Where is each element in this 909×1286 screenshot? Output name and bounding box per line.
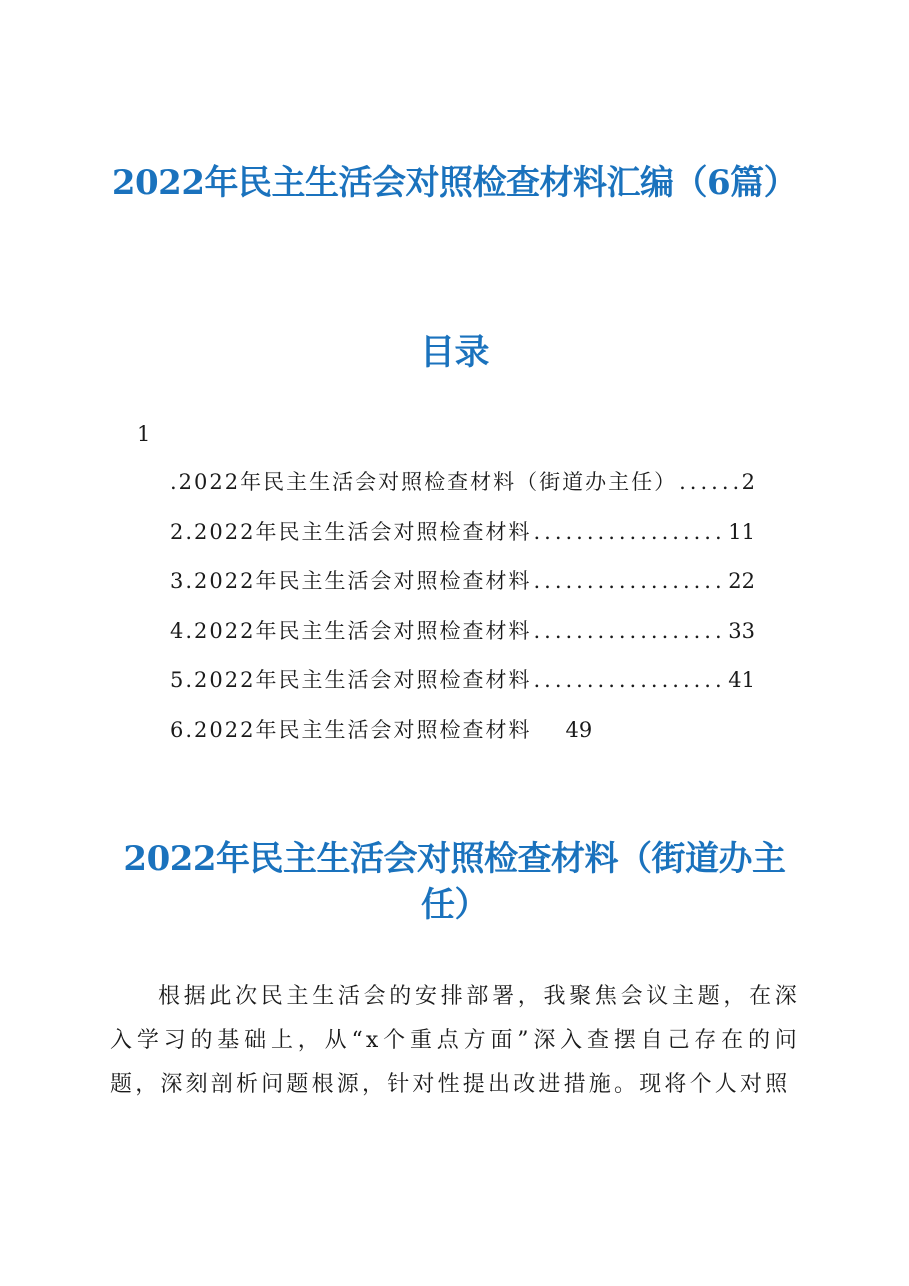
toc-entry-4[interactable] bbox=[170, 615, 755, 665]
toc-leader-dots bbox=[533, 619, 726, 643]
toc-heading: 目录 bbox=[419, 332, 489, 373]
toc-entry-6[interactable] bbox=[170, 714, 755, 764]
toc-entry-1[interactable] bbox=[170, 466, 755, 516]
toc-entry-3[interactable] bbox=[170, 565, 755, 615]
toc-leader-dots bbox=[533, 668, 726, 692]
table-of-contents bbox=[170, 466, 755, 764]
toc-entry-label: 4.2022年民主生活会对照检查材料 bbox=[170, 618, 532, 643]
toc-entry-2[interactable] bbox=[170, 516, 755, 566]
toc-entry-page: 2 bbox=[741, 470, 755, 494]
toc-leader-dots bbox=[679, 470, 740, 494]
section-title: 2022年民主生活会对照检查材料（街道办主任） bbox=[123, 839, 786, 925]
toc-entry-label: 3.2022年民主生活会对照检查材料 bbox=[170, 569, 532, 594]
toc-first-number: 1 bbox=[137, 422, 151, 446]
document-title: 2022年民主生活会对照检查材料汇编（6篇） bbox=[111, 163, 798, 203]
toc-entry-label: 5.2022年民主生活会对照检查材料 bbox=[170, 668, 532, 693]
toc-entry-label: 2.2022年民主生活会对照检查材料 bbox=[170, 519, 532, 544]
toc-entry-5[interactable] bbox=[170, 664, 755, 714]
toc-entry-page: 49 bbox=[565, 717, 593, 742]
toc-leader-dots bbox=[533, 520, 726, 544]
toc-entry-page: 22 bbox=[728, 569, 755, 594]
toc-entry-page: 33 bbox=[728, 618, 755, 643]
toc-entry-page: 11 bbox=[728, 519, 755, 544]
toc-entry-page: 41 bbox=[728, 668, 755, 693]
body-paragraph: 根据此次民主生活会的安排部署，我聚焦会议主题，在深入学习的基础上，从“x个重点方面”深入查摆自己存在的问题，深刻剖析问题根源，针对性提出改进措施。现将个人对照 bbox=[110, 984, 800, 1097]
toc-entry-label: 6.2022年民主生活会对照检查材料 bbox=[170, 717, 532, 742]
toc-entry-label: .2022年民主生活会对照检查材料（街道办主任） bbox=[170, 470, 678, 494]
toc-leader-dots bbox=[533, 569, 726, 593]
